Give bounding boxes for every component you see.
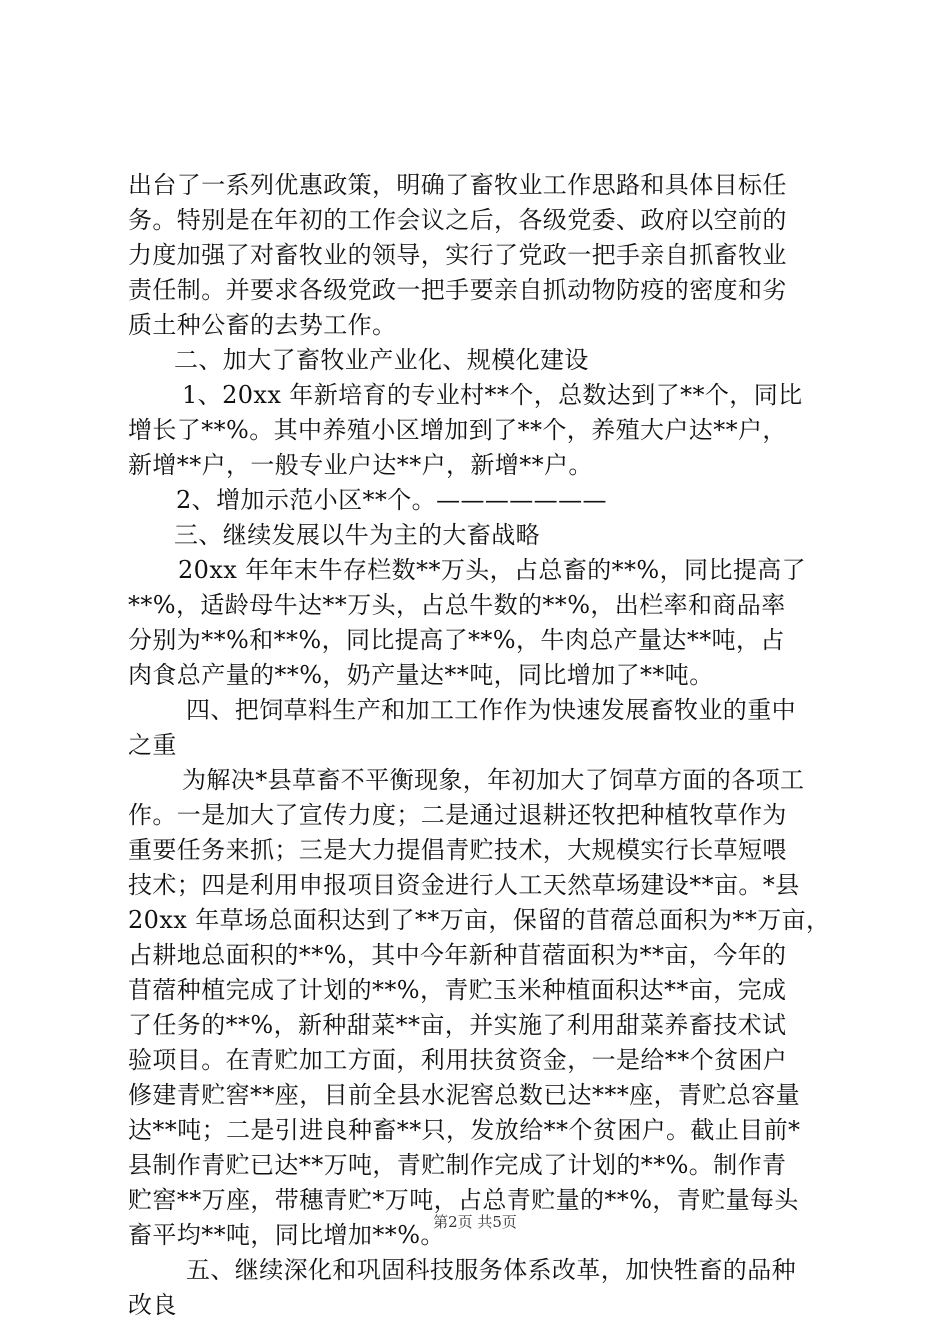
text-line: 达**吨；二是引进良种畜**只，发放给**个贫困户。截止目前* — [128, 1116, 801, 1144]
text-line: 四、把饲草料生产和加工工作作为快速发展畜牧业的重中 — [186, 696, 796, 724]
text-line: 20xx 年草场总面积达到了**万亩，保留的苜蓿总面积为**万亩， — [128, 906, 831, 934]
text-line: **%，适龄母牛达**万头，占总牛数的**%，出栏率和商品率 — [128, 591, 786, 619]
text-line: 肉食总产量的**%，奶产量达**吨，同比增加了**吨。 — [128, 661, 714, 689]
text-line: 贮窖**万座，带穗青贮*万吨，占总青贮量的**%，青贮量每头 — [128, 1186, 799, 1214]
text-line: 三、继续发展以牛为主的大畜战略 — [174, 521, 540, 549]
text-line: 质土种公畜的去势工作。 — [128, 311, 397, 339]
text-line: 分别为**%和**%，同比提高了**%，牛肉总产量达**吨，占 — [128, 626, 785, 654]
text-line: 修建青贮窖**座，目前全县水泥窖总数已达***座，青贮总容量 — [128, 1081, 800, 1109]
text-line: 五、继续深化和巩固科技服务体系改革，加快牲畜的品种 — [186, 1256, 796, 1284]
text-line: 畜平均**吨，同比增加**%。 — [128, 1221, 445, 1249]
text-line: 验项目。在青贮加工方面，利用扶贫资金，一是给**个贫困户 — [128, 1046, 788, 1074]
text-line: 二、加大了畜牧业产业化、规模化建设 — [174, 346, 589, 374]
text-line: 力度加强了对畜牧业的领导，实行了党政一把手亲自抓畜牧业 — [128, 241, 787, 269]
page-footer: 第2页 共5页 — [433, 1213, 517, 1231]
text-line: 占耕地总面积的**%，其中今年新种苜蓿面积为**亩，今年的 — [128, 941, 787, 969]
text-line: 了任务的**%，新种甜菜**亩，并实施了利用甜菜养畜技术试 — [128, 1011, 787, 1039]
text-line: 新增**户，一般专业户达**户，新增**户。 — [128, 451, 593, 479]
text-line: 责任制。并要求各级党政一把手要亲自抓动物防疫的密度和劣 — [128, 276, 787, 304]
text-line: 之重 — [128, 731, 177, 759]
text-line: 重要任务来抓；三是大力提倡青贮技术，大规模实行长草短喂 — [128, 836, 787, 864]
text-line: 县制作青贮已达**万吨，青贮制作完成了计划的**%。制作青 — [128, 1151, 787, 1179]
text-line: 2、增加示范小区**个。——————— — [176, 486, 607, 514]
text-line: 苜蓿种植完成了计划的**%，青贮玉米种植面积达**亩，完成 — [128, 976, 787, 1004]
document-body — [128, 168, 836, 1323]
text-line: 1、20xx 年新培育的专业村**个，总数达到了**个，同比 — [182, 381, 803, 409]
text-line: 出台了一系列优惠政策，明确了畜牧业工作思路和具体目标任 — [128, 171, 787, 199]
text-line: 改良 — [128, 1291, 177, 1319]
text-line: 技术；四是利用申报项目资金进行人工天然草场建设**亩。*县 — [128, 871, 800, 899]
text-line: 增长了**%。其中养殖小区增加到了**个，养殖大户达**户， — [128, 416, 787, 444]
text-line: 务。特别是在年初的工作会议之后，各级党委、政府以空前的 — [128, 206, 787, 234]
text-line: 作。一是加大了宣传力度；二是通过退耕还牧把种植牧草作为 — [128, 801, 787, 829]
text-line: 20xx 年年末牛存栏数**万头，占总畜的**%，同比提高了 — [178, 556, 807, 584]
text-line: 为解决*县草畜不平衡现象，年初加大了饲草方面的各项工 — [182, 766, 805, 794]
